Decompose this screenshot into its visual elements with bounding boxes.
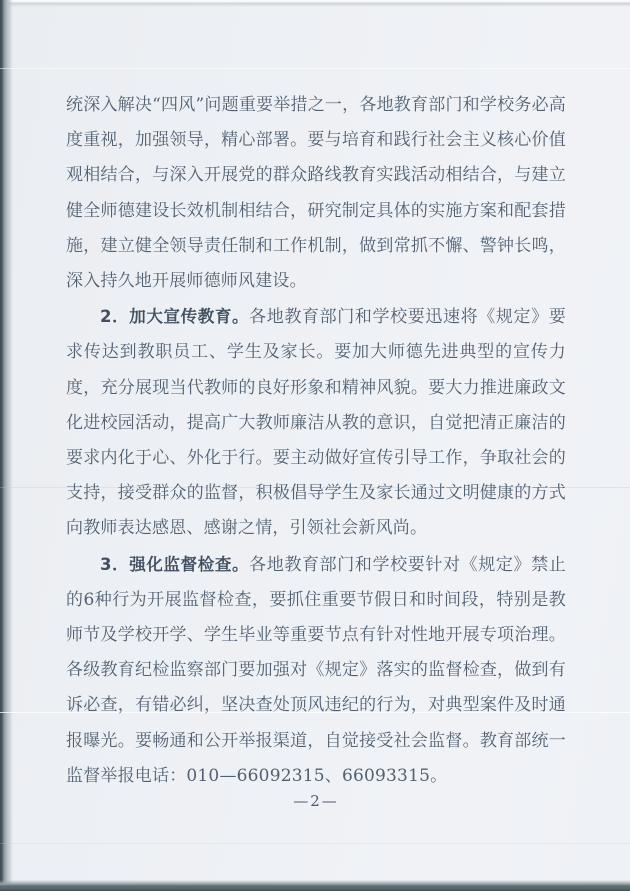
scan-edge-bottom [0,880,630,891]
paragraph-lead: 2．加大宣传教育。 [100,307,250,327]
paragraph-body: 各地教育部门和学校要针对《规定》禁止的6种行为开展监督检查，要抓住重要节假日和时间段，特别是教师节及学校开学、学生毕业等重要节点有针对性地开展专项治理。各级教育纪检监察部门要加强对《规定》落实的监督检查，做到有诉必查，有错必纠，坚决查处顶风违纪的行为，对典型案件及时通报曝光。要畅通和公开举报渠道，自觉接受社会监督。教育部统一监督举报电话：010—66092315、66093315。 [66,554,567,786]
paragraph-lead: 3．强化监督检查。 [100,554,250,574]
document-body-text [66,87,566,794]
paragraph-continuation [66,87,566,299]
scan-edge-top [0,0,630,8]
paragraph-body: 统深入解决“四风”问题重要举措之一，各地教育部门和学校务必高度重视，加强领导，精心部署。要与培育和践行社会主义核心价值观相结合，与深入开展党的群众路线教育实践活动相结合，与建立健全师德建设长效机制相结合，研究制定具体的实施方案和配套措施，建立健全领导责任制和工作机制，做到常抓不懈、警钟长鸣，深入持久地开展师德师风建设。 [66,95,566,292]
page-number: —2— [293,792,339,810]
scan-artifact-line [0,68,630,69]
paragraph-supervision-inspection [66,547,566,794]
scan-edge-left [0,0,13,891]
paragraph-publicity-education [66,299,566,546]
scan-artifact-line [0,843,630,844]
paragraph-body: 各地教育部门和学校要迅速将《规定》要求传达到教职员工、学生及家长。要加大师德先进典型的宣传力度，充分展现当代教师的良好形象和精神风貌。要大力推进廉政文化进校园活动，提高广大教师廉洁从教的意识，自觉把清正廉洁的要求内化于心、外化于行。要主动做好宣传引导工作，争取社会的支持，接受群众的监督，积极倡导学生及家长通过文明健康的方式向教师表达感恩、感谢之情，引领社会新风尚。 [66,307,567,539]
